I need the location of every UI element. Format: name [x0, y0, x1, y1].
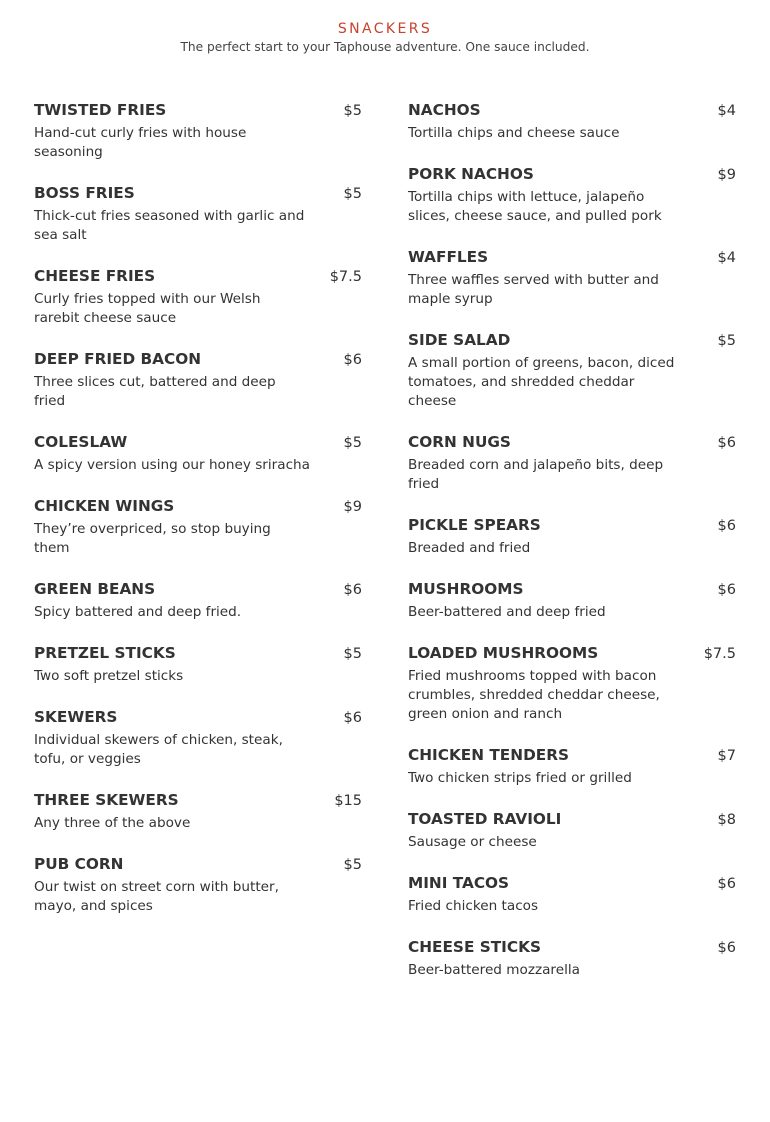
- menu-item: [408, 246, 736, 309]
- item-name: SKEWERS: [34, 708, 118, 726]
- item-price: $6: [343, 352, 362, 368]
- item-description: Sausage or cheese: [408, 834, 537, 850]
- item-price: $15: [334, 793, 362, 809]
- menu-item: [408, 431, 736, 494]
- item-name: SIDE SALAD: [408, 331, 511, 349]
- item-description: Fried mushrooms topped with bacon crumbles, shredded cheddar cheese, green onion and ranch: [408, 668, 660, 722]
- item-price: $6: [343, 582, 362, 598]
- item-name: CHEESE STICKS: [408, 938, 541, 956]
- item-name: PICKLE SPEARS: [408, 516, 541, 534]
- item-description: Any three of the above: [34, 815, 191, 831]
- menu-item: [34, 853, 362, 916]
- section-subtitle: The perfect start to your Taphouse adventure. One sauce included.: [180, 40, 590, 54]
- item-name: NACHOS: [408, 101, 481, 119]
- item-description: Individual skewers of chicken, steak, tofu, or veggies: [34, 732, 283, 767]
- item-name: LOADED MUSHROOMS: [408, 644, 599, 662]
- item-name: TOASTED RAVIOLI: [408, 810, 562, 828]
- item-description: Hand-cut curly fries with house seasoning: [34, 125, 247, 160]
- item-price: $5: [343, 186, 362, 202]
- item-name: PUB CORN: [34, 855, 124, 873]
- menu-item: [34, 182, 362, 245]
- item-price: $5: [343, 103, 362, 119]
- item-name: WAFFLES: [408, 248, 489, 266]
- menu-item: [34, 265, 362, 328]
- menu-item: [34, 789, 362, 833]
- item-name: PORK NACHOS: [408, 165, 534, 183]
- item-price: $4: [717, 250, 736, 266]
- item-price: $6: [717, 582, 736, 598]
- item-name: GREEN BEANS: [34, 580, 156, 598]
- item-description: Three waffles served with butter and maple syrup: [408, 272, 659, 307]
- right-menu-column: [408, 99, 736, 1000]
- item-name: MUSHROOMS: [408, 580, 524, 598]
- item-description: Breaded and fried: [408, 540, 531, 556]
- item-name: MINI TACOS: [408, 874, 510, 892]
- menu-header: [0, 20, 770, 55]
- menu-item: [34, 348, 362, 411]
- item-price: $6: [343, 710, 362, 726]
- item-name: TWISTED FRIES: [34, 101, 167, 119]
- item-description: Spicy battered and deep fried.: [34, 604, 242, 620]
- menu-item: [408, 578, 736, 622]
- left-menu-column: [34, 99, 362, 936]
- item-description: Beer-battered mozzarella: [408, 962, 580, 978]
- item-name: CHEESE FRIES: [34, 267, 156, 285]
- item-description: Two chicken strips fried or grilled: [408, 770, 632, 786]
- item-description: Two soft pretzel sticks: [34, 668, 184, 684]
- menu-item: [408, 808, 736, 852]
- menu-item: [408, 514, 736, 558]
- menu-item: [34, 431, 362, 475]
- menu-item: [34, 706, 362, 769]
- menu-item: [34, 642, 362, 686]
- item-description: Breaded corn and jalapeño bits, deep fried: [408, 457, 664, 492]
- item-price: $7.5: [329, 269, 362, 285]
- item-description: A spicy version using our honey sriracha: [34, 457, 311, 473]
- item-price: $9: [717, 167, 736, 183]
- item-price: $6: [717, 876, 736, 892]
- item-description: Our twist on street corn with butter, mayo, and spices: [34, 879, 279, 914]
- item-name: COLESLAW: [34, 433, 128, 451]
- item-price: $5: [343, 435, 362, 451]
- item-description: Tortilla chips and cheese sauce: [408, 125, 620, 141]
- item-name: CHICKEN WINGS: [34, 497, 175, 515]
- item-description: Fried chicken tacos: [408, 898, 539, 914]
- menu-item: [408, 872, 736, 916]
- item-price: $6: [717, 940, 736, 956]
- menu-item: [34, 495, 362, 558]
- item-name: BOSS FRIES: [34, 184, 135, 202]
- item-description: They’re overpriced, so stop buying them: [34, 521, 271, 556]
- item-name: CORN NUGS: [408, 433, 511, 451]
- menu-item: [408, 99, 736, 143]
- menu-item: [408, 744, 736, 788]
- item-price: $8: [717, 812, 736, 828]
- menu-item: [34, 578, 362, 622]
- section-title: SNACKERS: [337, 21, 433, 37]
- item-price: $7.5: [703, 646, 736, 662]
- item-description: A small portion of greens, bacon, diced tomatoes, and shredded cheddar cheese: [408, 355, 675, 409]
- item-name: CHICKEN TENDERS: [408, 746, 570, 764]
- item-price: $7: [717, 748, 736, 764]
- item-name: THREE SKEWERS: [34, 791, 179, 809]
- item-name: DEEP FRIED BACON: [34, 350, 202, 368]
- item-description: Tortilla chips with lettuce, jalapeño slices, cheese sauce, and pulled pork: [408, 189, 662, 224]
- item-description: Curly fries topped with our Welsh rarebit cheese sauce: [34, 291, 261, 326]
- item-price: $6: [717, 435, 736, 451]
- item-price: $5: [343, 646, 362, 662]
- menu-item: [408, 936, 736, 980]
- menu-item: [34, 99, 362, 162]
- menu-item: [408, 163, 736, 226]
- item-description: Beer-battered and deep fried: [408, 604, 606, 620]
- item-price: $6: [717, 518, 736, 534]
- item-description: Three slices cut, battered and deep fried: [34, 374, 276, 409]
- item-price: $9: [343, 499, 362, 515]
- item-price: $5: [343, 857, 362, 873]
- item-description: Thick-cut fries seasoned with garlic and sea salt: [34, 208, 305, 243]
- item-name: PRETZEL STICKS: [34, 644, 176, 662]
- menu-item: [408, 329, 736, 411]
- item-price: $4: [717, 103, 736, 119]
- menu-item: [408, 642, 736, 724]
- item-price: $5: [717, 333, 736, 349]
